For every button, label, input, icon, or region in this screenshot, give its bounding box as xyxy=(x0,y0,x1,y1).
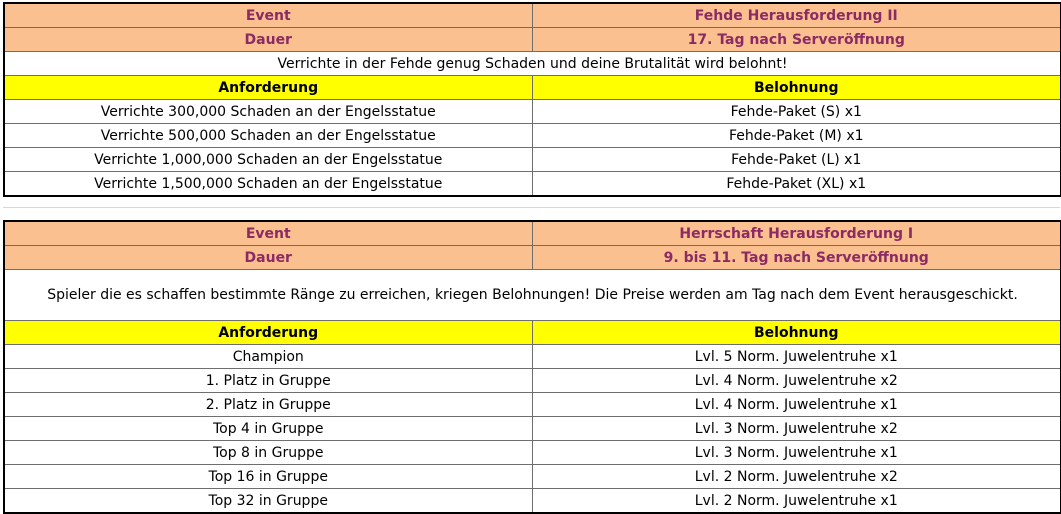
reward-cell: Lvl. 2 Norm. Juwelentruhe x1 xyxy=(532,489,1061,514)
column-header-requirement: Anforderung xyxy=(4,321,532,345)
description-row xyxy=(4,270,1061,321)
table-row xyxy=(4,148,1061,172)
event-row xyxy=(4,3,1061,28)
requirement-cell: Verrichte 1,500,000 Schaden an der Engelsstatue xyxy=(4,172,532,197)
reward-cell: Lvl. 3 Norm. Juwelentruhe x1 xyxy=(532,441,1061,465)
duration-value: 9. bis 11. Tag nach Serveröffnung xyxy=(532,246,1061,270)
reward-cell: Lvl. 2 Norm. Juwelentruhe x2 xyxy=(532,465,1061,489)
table-row xyxy=(4,345,1061,369)
column-header-requirement: Anforderung xyxy=(4,76,532,100)
requirement-cell: Top 16 in Gruppe xyxy=(4,465,532,489)
duration-label: Dauer xyxy=(4,28,532,52)
reward-cell: Fehde-Paket (M) x1 xyxy=(532,124,1061,148)
requirement-cell: Top 4 in Gruppe xyxy=(4,417,532,441)
event-table-fehde xyxy=(3,2,1061,197)
requirement-cell: 2. Platz in Gruppe xyxy=(4,393,532,417)
duration-row xyxy=(4,246,1061,270)
event-label: Event xyxy=(4,221,532,246)
column-header-row xyxy=(4,76,1061,100)
event-label: Event xyxy=(4,3,532,28)
column-header-row xyxy=(4,321,1061,345)
requirement-cell: Verrichte 300,000 Schaden an der Engelsstatue xyxy=(4,100,532,124)
table-row xyxy=(4,417,1061,441)
requirement-cell: 1. Platz in Gruppe xyxy=(4,369,532,393)
table-row xyxy=(4,100,1061,124)
reward-cell: Lvl. 3 Norm. Juwelentruhe x2 xyxy=(532,417,1061,441)
table-row xyxy=(4,489,1061,514)
reward-cell: Lvl. 4 Norm. Juwelentruhe x2 xyxy=(532,369,1061,393)
event-table-herrschaft xyxy=(3,220,1061,514)
table-row xyxy=(4,441,1061,465)
reward-cell: Lvl. 4 Norm. Juwelentruhe x1 xyxy=(532,393,1061,417)
table-row xyxy=(4,172,1061,197)
column-header-reward: Belohnung xyxy=(532,76,1061,100)
reward-cell: Fehde-Paket (L) x1 xyxy=(532,148,1061,172)
table-row xyxy=(4,393,1061,417)
duration-label: Dauer xyxy=(4,246,532,270)
requirement-cell: Verrichte 500,000 Schaden an der Engelsstatue xyxy=(4,124,532,148)
event-row xyxy=(4,221,1061,246)
duration-row xyxy=(4,28,1061,52)
reward-cell: Fehde-Paket (XL) x1 xyxy=(532,172,1061,197)
spacer-divider xyxy=(3,207,1060,208)
reward-cell: Fehde-Paket (S) x1 xyxy=(532,100,1061,124)
table-row xyxy=(4,124,1061,148)
duration-value: 17. Tag nach Serveröffnung xyxy=(532,28,1061,52)
requirement-cell: Top 32 in Gruppe xyxy=(4,489,532,514)
requirement-cell: Champion xyxy=(4,345,532,369)
reward-cell: Lvl. 5 Norm. Juwelentruhe x1 xyxy=(532,345,1061,369)
event-description: Spieler die es schaffen bestimmte Ränge zu erreichen, kriegen Belohnungen! Die Preise werden am Tag nach dem Event herausgeschickt. xyxy=(4,270,1061,321)
requirement-cell: Verrichte 1,000,000 Schaden an der Engelsstatue xyxy=(4,148,532,172)
requirement-cell: Top 8 in Gruppe xyxy=(4,441,532,465)
event-name: Herrschaft Herausforderung I xyxy=(532,221,1061,246)
table-row xyxy=(4,465,1061,489)
table-row xyxy=(4,369,1061,393)
description-row xyxy=(4,52,1061,76)
event-description: Verrichte in der Fehde genug Schaden und deine Brutalität wird belohnt! xyxy=(4,52,1061,76)
column-header-reward: Belohnung xyxy=(532,321,1061,345)
event-name: Fehde Herausforderung II xyxy=(532,3,1061,28)
